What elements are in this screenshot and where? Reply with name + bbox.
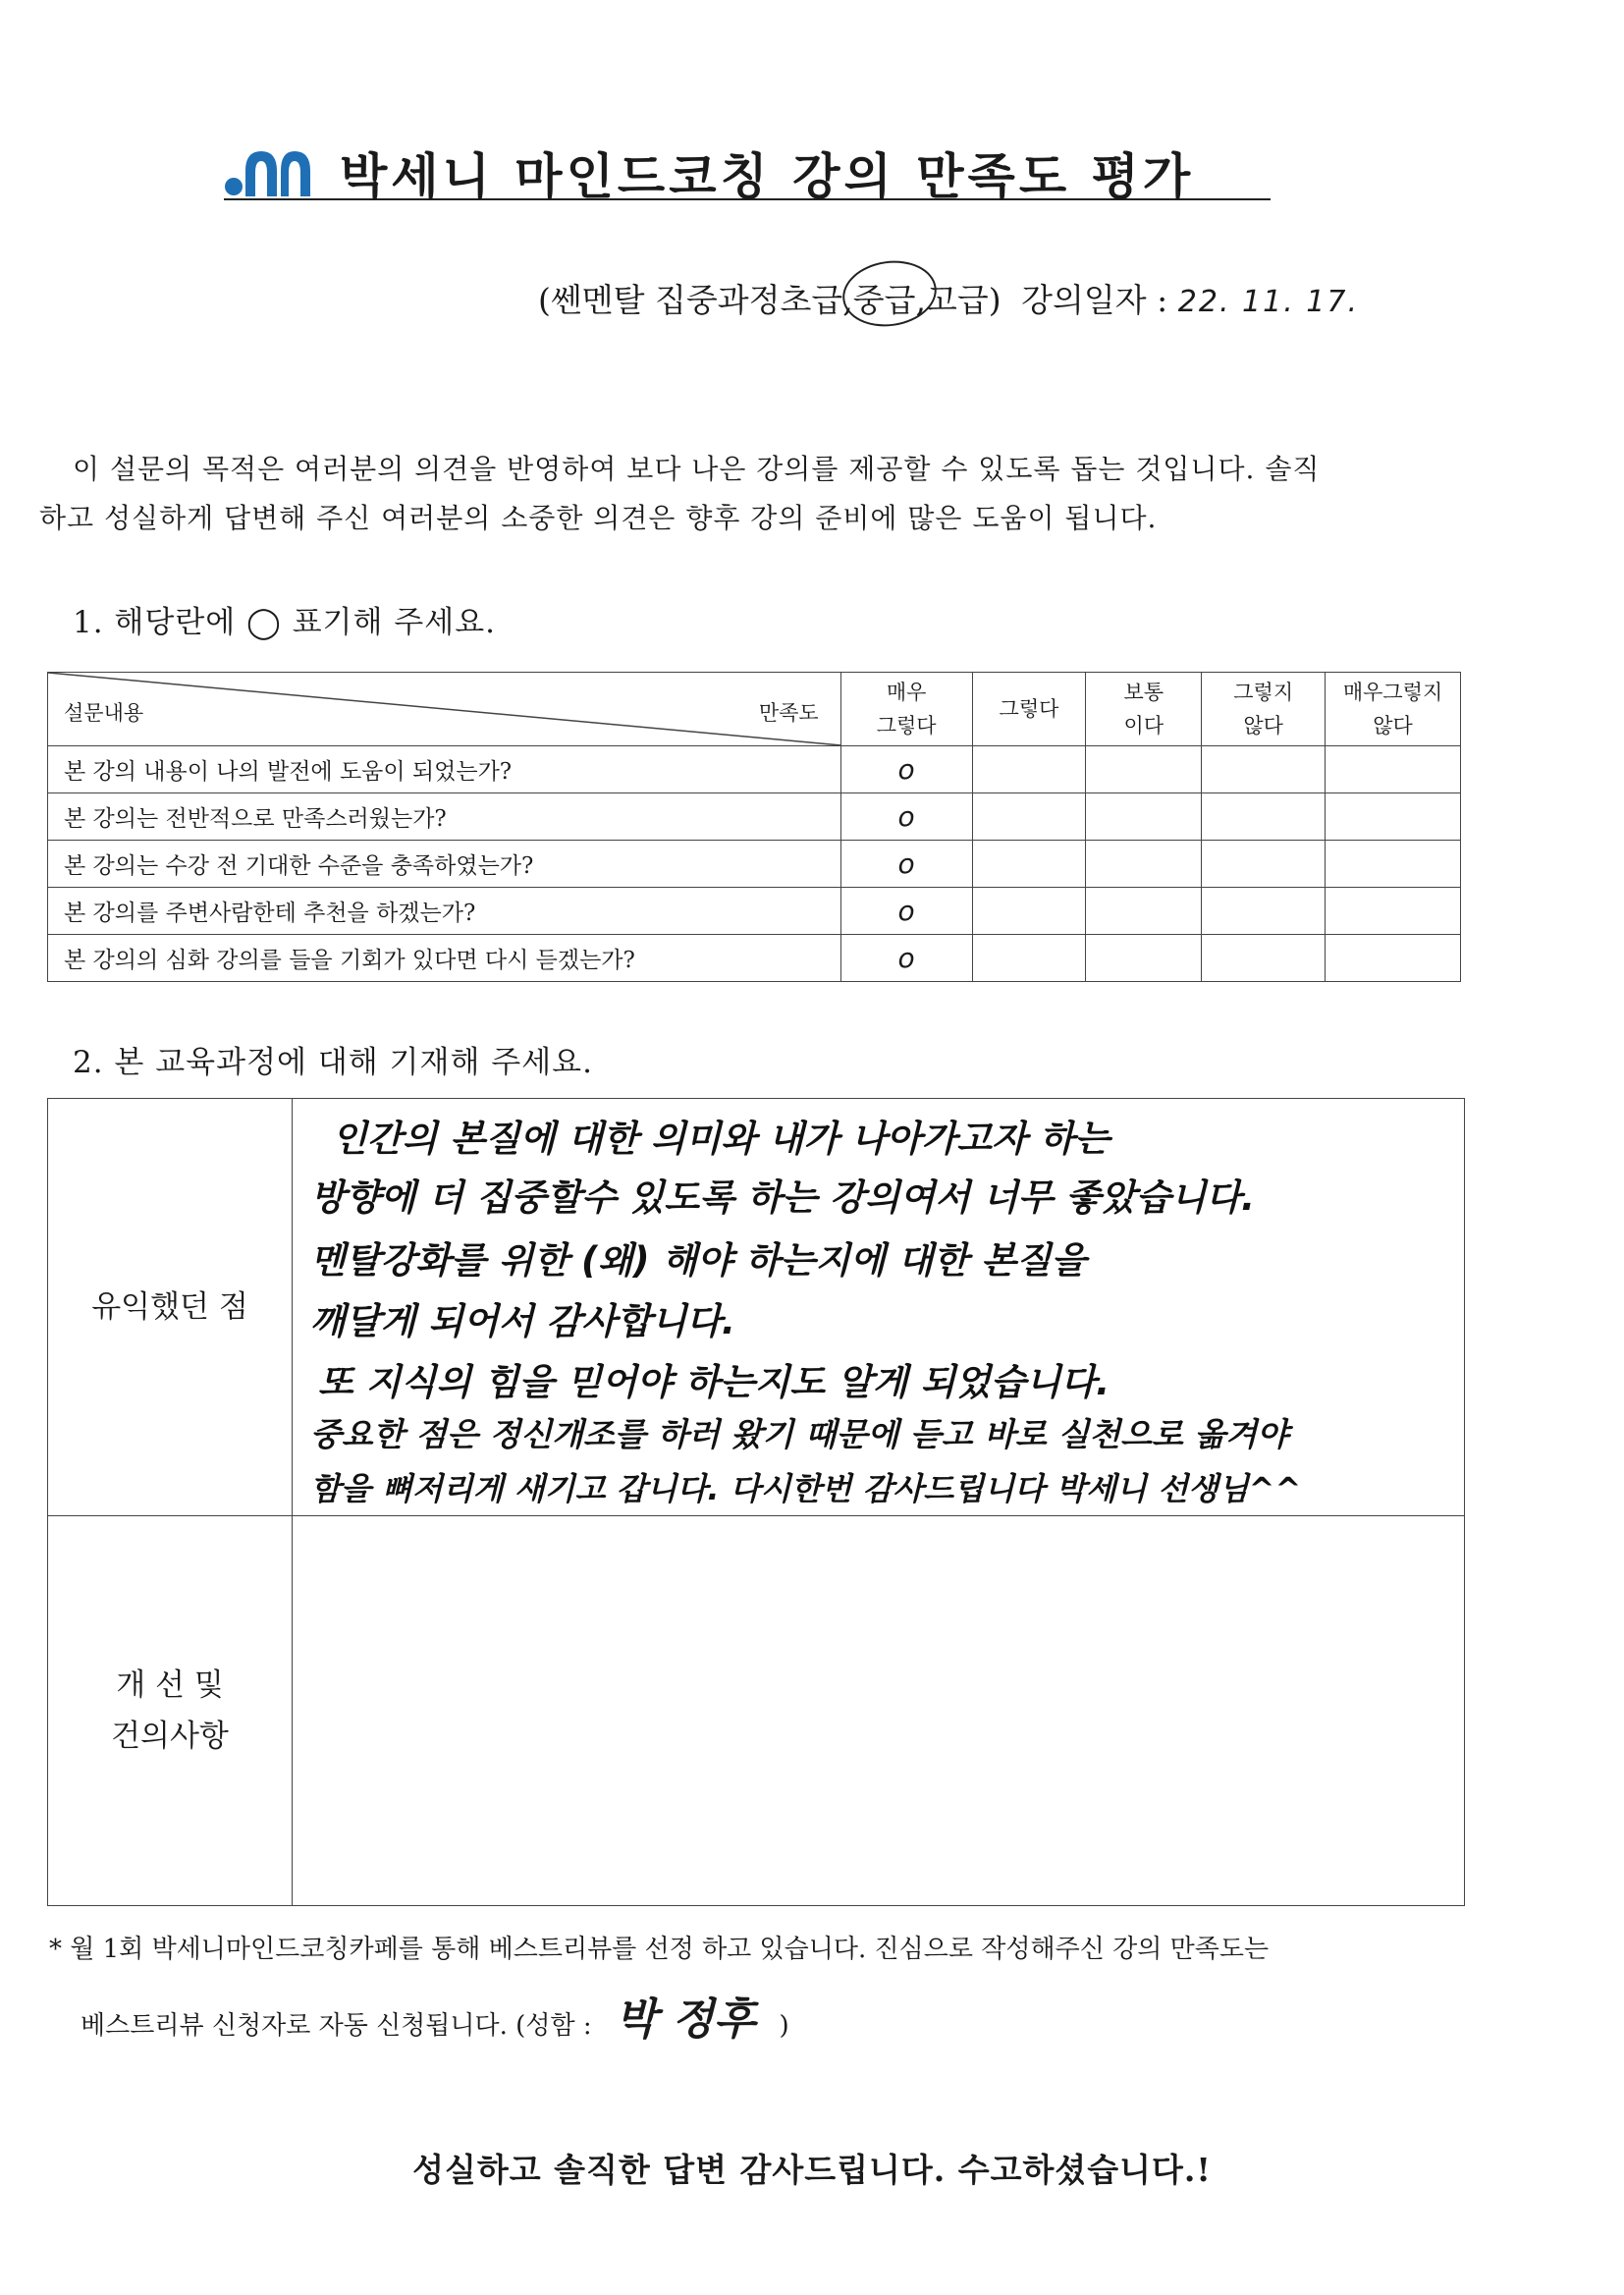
empty-cell [1086,935,1202,982]
table-row [48,746,1461,793]
handwritten-line: 깨달게 되어서 감사합니다. [310,1300,735,1342]
answer-mark: o [840,746,972,793]
survey-header-corner [48,673,841,746]
intro-line-2: 하고 성실하게 답변해 주신 여러분의 소중한 의견은 향후 강의 준비에 많은 도움이 됩니다. [39,502,1158,534]
notice-line-2 [81,1984,789,2047]
improve-answer-box[interactable] [293,1516,1465,1906]
lecture-date-value: 22. 11. 17. [1177,285,1359,319]
empty-cell [972,793,1086,841]
table-row [48,935,1461,982]
empty-cell [1326,793,1461,841]
survey-header-row [48,673,1461,746]
course-line [538,275,1359,321]
useful-row [48,1099,1465,1516]
answer-mark: o [840,935,972,982]
empty-cell [972,746,1086,793]
page-title: 박세니 마인드코칭 강의 만족도 평가 [340,147,1195,205]
notice-line-1: * 월 1회 박세니마인드코칭카페를 통해 베스트리뷰를 선정 하고 있습니다. 진심으로 작성해주신 강의 만족도는 [49,1935,1270,1964]
empty-cell [1202,793,1326,841]
section-1-heading: 1. 해당란에 ◯ 표기해 주세요. [73,605,496,640]
empty-cell [1202,841,1326,888]
answer-mark: o [840,793,972,841]
col-very-disagree: 매우그렇지 않다 [1326,673,1461,746]
notice-suffix: ) [779,2011,789,2041]
empty-cell [1086,746,1202,793]
question-2: 본 강의는 전반적으로 만족스러웠는가? [48,793,841,841]
handwritten-line: 인간의 본질에 대한 의미와 내가 나아가고자 하는 [332,1118,1110,1160]
course-level-selected: 초급 [780,281,843,319]
empty-cell [1326,888,1461,935]
empty-cell [1202,935,1326,982]
improve-row [48,1516,1465,1906]
intro-line-1: 이 설문의 목적은 여러분의 의견을 반영하여 보다 나은 강의를 제공할 수 있도록 돕는 것입니다. 솔직 [73,453,1321,485]
table-row [48,888,1461,935]
bs-logo-icon [224,143,314,198]
survey-table [47,672,1461,982]
header-satisfaction-label: 만족도 [758,701,819,725]
useful-answer-box[interactable] [293,1099,1465,1516]
empty-cell [1326,935,1461,982]
handwritten-line: 멘탈강화를 위한 (왜) 해야 하는지에 대한 본질을 [310,1239,1087,1282]
empty-cell [1086,793,1202,841]
improve-label-line-2: 건의사항 [111,1719,229,1754]
lecture-date-label: 강의일자 : [1021,281,1168,319]
empty-cell [1086,841,1202,888]
comment-table [47,1098,1465,1906]
improve-label-line-1: 개 선 및 [116,1667,224,1703]
applicant-name: 박 정후 [615,1994,756,2045]
empty-cell [1202,746,1326,793]
course-prefix: (쎈멘탈 집중과정 [538,281,781,319]
improve-label [48,1516,293,1906]
handwritten-line: 중요한 점은 정신개조를 하러 왔기 때문에 듣고 바로 실천으로 옮겨야 [310,1415,1288,1453]
handwritten-line: 또 지식의 힘을 믿어야 하는지도 알게 되었습니다. [318,1361,1110,1403]
empty-cell [972,935,1086,982]
question-5: 본 강의의 심화 강의를 들을 기회가 있다면 다시 듣겠는가? [48,935,841,982]
question-4: 본 강의를 주변사람한테 추천을 하겠는가? [48,888,841,935]
question-1: 본 강의 내용이 나의 발전에 도움이 되었는가? [48,746,841,793]
col-disagree: 그렇지 않다 [1202,673,1326,746]
header-item-label: 설문내용 [64,701,144,725]
useful-handwriting [293,1099,1464,1515]
section-2-heading: 2. 본 교육과정에 대해 기재해 주세요. [73,1045,593,1080]
diagonal-line [48,673,841,745]
empty-cell [1202,888,1326,935]
handwritten-line: 함을 뼈저리게 새기고 갑니다. 다시한번 감사드립니다 박세니 선생님^^ [310,1470,1302,1507]
empty-cell [1326,746,1461,793]
course-level-rest: ,중급,고급) [842,281,1001,319]
closing-thanks: 성실하고 솔직한 답변 감사드립니다. 수고하셨습니다.! [412,2151,1212,2189]
col-neutral: 보통 이다 [1086,673,1202,746]
handwritten-line: 방향에 더 집중할수 있도록 하는 강의여서 너무 좋았습니다. [310,1176,1256,1219]
empty-cell [1086,888,1202,935]
table-row [48,793,1461,841]
title-block [224,136,1271,205]
col-very-agree: 매우 그렇다 [840,673,972,746]
empty-cell [972,841,1086,888]
empty-cell [972,888,1086,935]
notice-prefix: 베스트리뷰 신청자로 자동 신청됩니다. (성함 : [81,2011,592,2041]
col-agree: 그렇다 [972,673,1086,746]
empty-cell [1326,841,1461,888]
table-row [48,841,1461,888]
answer-mark: o [840,888,972,935]
useful-label: 유익했던 점 [48,1099,293,1516]
answer-mark: o [840,841,972,888]
question-3: 본 강의는 수강 전 기대한 수준을 충족하였는가? [48,841,841,888]
